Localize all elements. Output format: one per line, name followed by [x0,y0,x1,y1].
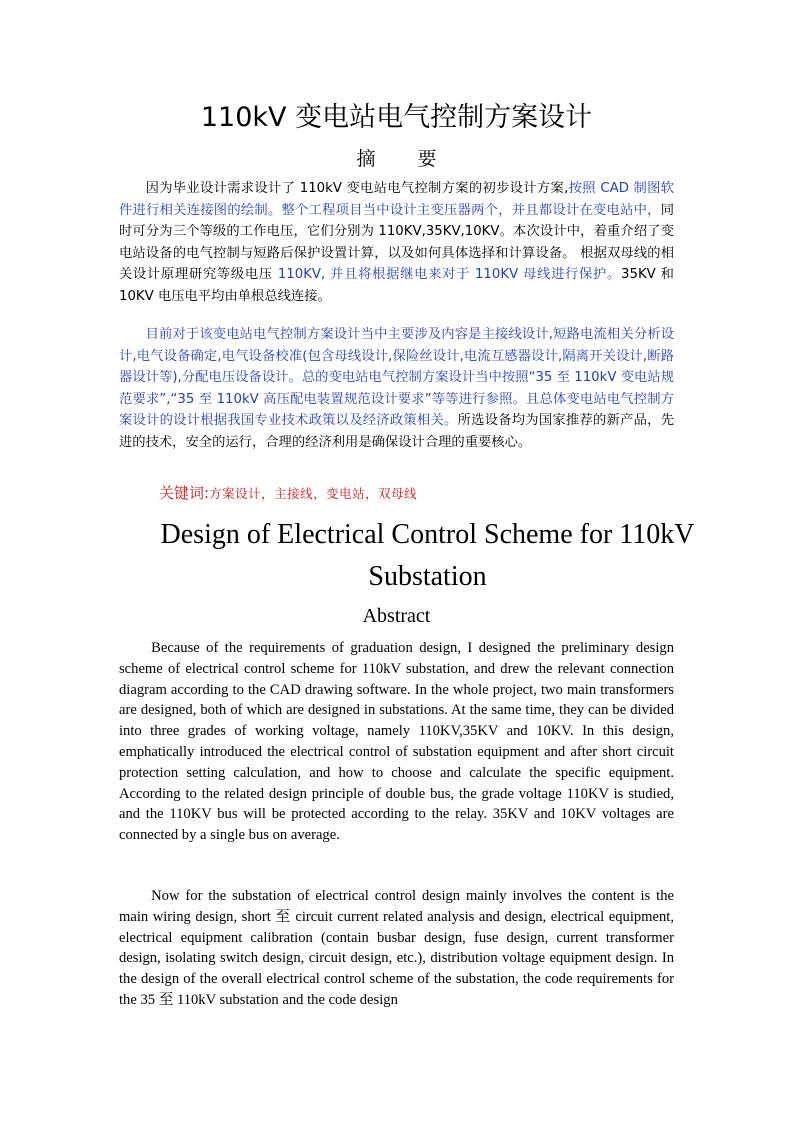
chinese-abstract-paragraph-2 [119,324,674,454]
chinese-keywords [159,482,417,505]
chinese-abstract-paragraph-1 [119,178,674,308]
chinese-abstract-heading: 摘 要 [356,148,455,170]
keywords-label: 关键词: [159,484,210,502]
zh-p2-part-b: 所选设备均为国家推荐的新产品，先进的技术，安全的运行，合理的经济利用是确保设计合理的重要核心。 [119,413,675,450]
chinese-title: 110kV 变电站电气控制方案设计 [200,102,593,133]
english-abstract-heading: Abstract [362,605,431,627]
english-title: Design of Electrical Control Scheme for 110kV Substation [160,519,695,592]
zh-p1-part-e: 35KV 和 10KV 电压电平均由单根总线连接。 [119,267,674,304]
zh-p2-part-a: 目前对于该变电站电气控制方案设计当中主要涉及内容是主接线设计,短路电流相关分析设计,电气设备确定,电气设备校准(包含母线设计,保险丝设计,电流互感器设计,隔离开关设计,断路器设计等),分配电压设备设计。总的变电站电气控制方案设计当中按照“35 至 110kV 变电站规范要求”,“35 至 110kV 高压配电装置规范设计要求”等等进行参照。且总体变电站电气控制方案设计的设计根据我国专业技术政策以及经济政策相关。 [119,327,674,429]
keywords-list: 方案设计，主接线，变电站，双母线 [209,486,418,501]
zh-p1-part-b: 按照 CAD 制图软件进行相关连接图的绘制。整个工程项目当中设计主变压器两个，并且都设计在变电站中， [119,181,675,218]
english-abstract-paragraph-2: Now for the substation of electrical control design mainly involves the content is the main wiring design, short 至 circuit current related analysis and design, electrical equipment, electrical equipment calibration (contain busbar design, fuse design, current transformer design, isolating switch design, circuit design, etc.), distribution voltage equipment design. In the design of the overall electrical control scheme of the substation, the code requirements for the 35 至 110kV substation and the code design [119,888,674,1008]
zh-p1-part-c: 同时可分为三个等级的工作电压，它们分别为 110KV,35KV,10KV。本次设计中，着重介绍了变电站设备的电气控制与短路后保护设置计算，以及如何具体选择和计算设备。 根据双母线的相关设计原理研究等级电压 [119,202,674,283]
english-abstract-paragraph-1: Because of the requirements of graduation design, I designed the preliminary design scheme of electrical control scheme for 110kV substation, and drew the relevant connection diagram according to the CAD drawing software. In the whole project, two main transformers are designed, both of which are designed in substations. At the same time, they can be divided into three grades of working voltage, namely 110KV,35KV and 10KV. In this design, emphatically introduced the electrical control of substation equipment and after short circuit protection setting calculation, and how to choose and calculate the specific equipment. According to the related design principle of double bus, the grade voltage 110KV is studied, and the 110KV bus will be protected according to the relay. 35KV and 10KV voltages are connected by a single bus on average. [119,640,674,844]
zh-p1-part-d: 110KV, 并且将根据继电来对于 110KV 母线进行保护。 [277,267,622,283]
zh-p1-part-a: 因为毕业设计需求设计了 110kV 变电站电气控制方案的初步设计方案, [145,181,569,196]
